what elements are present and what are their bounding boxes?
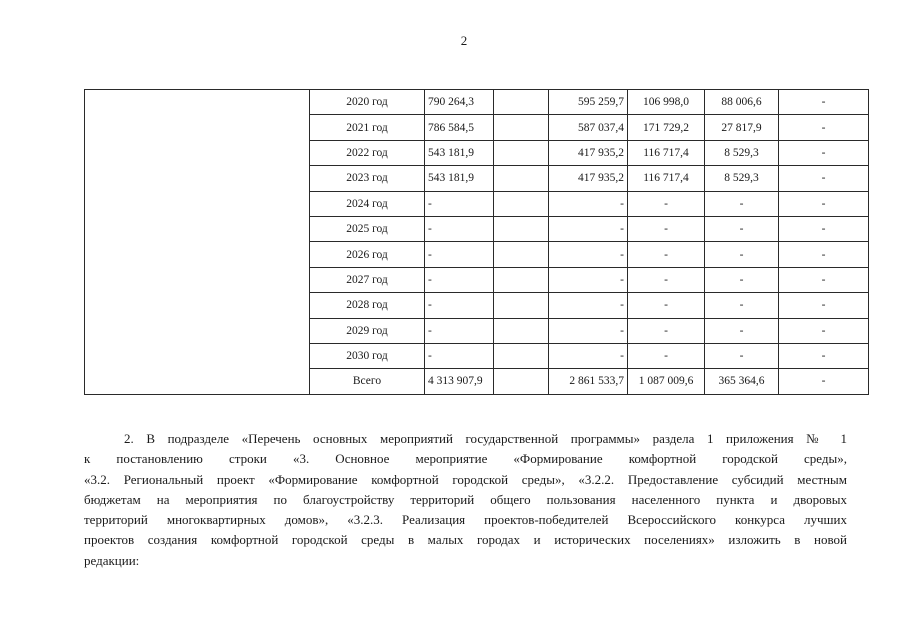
blank-cell (494, 90, 549, 115)
value-cell-4: - (779, 115, 869, 140)
value-cell-4: - (779, 216, 869, 241)
value-cell-2: - (628, 318, 705, 343)
total-cell: - (425, 191, 494, 216)
year-cell: 2026 год (310, 242, 425, 267)
table-row (85, 90, 869, 115)
budget-table-body (85, 90, 869, 395)
year-cell: 2023 год (310, 166, 425, 191)
paragraph-line: к постановлению строки «3. Основное мероприятие «Формирование комфортной городской среды», (84, 451, 847, 467)
blank-cell (494, 191, 549, 216)
year-cell: 2027 год (310, 267, 425, 292)
blank-cell (494, 369, 549, 394)
paragraph-line: 2. В подразделе «Перечень основных мероприятий государственной программы» раздела 1 приложения № 1 (124, 431, 847, 446)
value-cell-1: 587 037,4 (549, 115, 628, 140)
value-cell-3: 88 006,6 (705, 90, 779, 115)
blank-cell (494, 115, 549, 140)
value-cell-2: 116 717,4 (628, 166, 705, 191)
year-cell: 2021 год (310, 115, 425, 140)
value-cell-4: - (779, 343, 869, 368)
total-cell: - (425, 267, 494, 292)
value-cell-4: - (779, 90, 869, 115)
total-cell: - (425, 216, 494, 241)
value-cell-4: - (779, 191, 869, 216)
value-cell-2: 116 717,4 (628, 140, 705, 165)
year-cell: 2024 год (310, 191, 425, 216)
total-cell: - (425, 318, 494, 343)
year-cell: 2020 год (310, 90, 425, 115)
value-cell-3: 365 364,6 (705, 369, 779, 394)
value-cell-1: - (549, 267, 628, 292)
value-cell-2: - (628, 343, 705, 368)
value-cell-1: - (549, 216, 628, 241)
value-cell-2: - (628, 216, 705, 241)
value-cell-4: - (779, 369, 869, 394)
total-cell: - (425, 343, 494, 368)
value-cell-2: 171 729,2 (628, 115, 705, 140)
total-cell: 543 181,9 (425, 166, 494, 191)
value-cell-2: 106 998,0 (628, 90, 705, 115)
value-cell-1: 2 861 533,7 (549, 369, 628, 394)
paragraph-line: бюджетам на мероприятия по благоустройству территорий общего пользования населенного пункта и дворовых (84, 491, 847, 507)
paragraph-line: «3.2. Региональный проект «Формирование комфортной городской среды», «3.2.2. Предоставление субсидий местным (84, 471, 847, 487)
paragraph-line: проектов создания комфортной городской среды в малых городах и исторических поселениях» изложить в новой (84, 532, 847, 548)
value-cell-4: - (779, 242, 869, 267)
year-cell: 2022 год (310, 140, 425, 165)
total-cell: 790 264,3 (425, 90, 494, 115)
blank-cell (494, 293, 549, 318)
value-cell-1: - (549, 343, 628, 368)
paragraph-section-2 (84, 429, 847, 571)
budget-table (84, 89, 869, 395)
year-cell: 2029 год (310, 318, 425, 343)
value-cell-4: - (779, 293, 869, 318)
value-cell-4: - (779, 318, 869, 343)
total-cell: 543 181,9 (425, 140, 494, 165)
value-cell-1: - (549, 191, 628, 216)
year-cell: Всего (310, 369, 425, 394)
blank-cell (494, 140, 549, 165)
blank-cell (494, 242, 549, 267)
value-cell-1: 417 935,2 (549, 166, 628, 191)
value-cell-3: - (705, 216, 779, 241)
value-cell-3: 8 529,3 (705, 166, 779, 191)
merged-label-cell (85, 90, 310, 395)
value-cell-3: - (705, 343, 779, 368)
value-cell-2: 1 087 009,6 (628, 369, 705, 394)
total-cell: 4 313 907,9 (425, 369, 494, 394)
year-cell: 2025 год (310, 216, 425, 241)
paragraph-line: территорий многоквартирных домов», «3.2.3. Реализация проектов-победителей Всероссийского конкурса лучших (84, 512, 847, 528)
value-cell-3: - (705, 242, 779, 267)
value-cell-3: 27 817,9 (705, 115, 779, 140)
blank-cell (494, 216, 549, 241)
value-cell-2: - (628, 242, 705, 267)
value-cell-4: - (779, 140, 869, 165)
value-cell-3: - (705, 267, 779, 292)
page-number: 2 (460, 33, 468, 48)
blank-cell (494, 343, 549, 368)
value-cell-3: - (705, 191, 779, 216)
value-cell-4: - (779, 166, 869, 191)
blank-cell (494, 166, 549, 191)
value-cell-3: - (705, 293, 779, 318)
value-cell-2: - (628, 293, 705, 318)
total-cell: - (425, 242, 494, 267)
value-cell-3: 8 529,3 (705, 140, 779, 165)
value-cell-2: - (628, 267, 705, 292)
value-cell-1: - (549, 318, 628, 343)
value-cell-3: - (705, 318, 779, 343)
paragraph-line: редакции: (84, 552, 140, 568)
total-cell: - (425, 293, 494, 318)
blank-cell (494, 267, 549, 292)
value-cell-4: - (779, 267, 869, 292)
value-cell-1: - (549, 242, 628, 267)
year-cell: 2030 год (310, 343, 425, 368)
value-cell-1: 417 935,2 (549, 140, 628, 165)
blank-cell (494, 318, 549, 343)
year-cell: 2028 год (310, 293, 425, 318)
value-cell-1: - (549, 293, 628, 318)
total-cell: 786 584,5 (425, 115, 494, 140)
value-cell-1: 595 259,7 (549, 90, 628, 115)
value-cell-2: - (628, 191, 705, 216)
